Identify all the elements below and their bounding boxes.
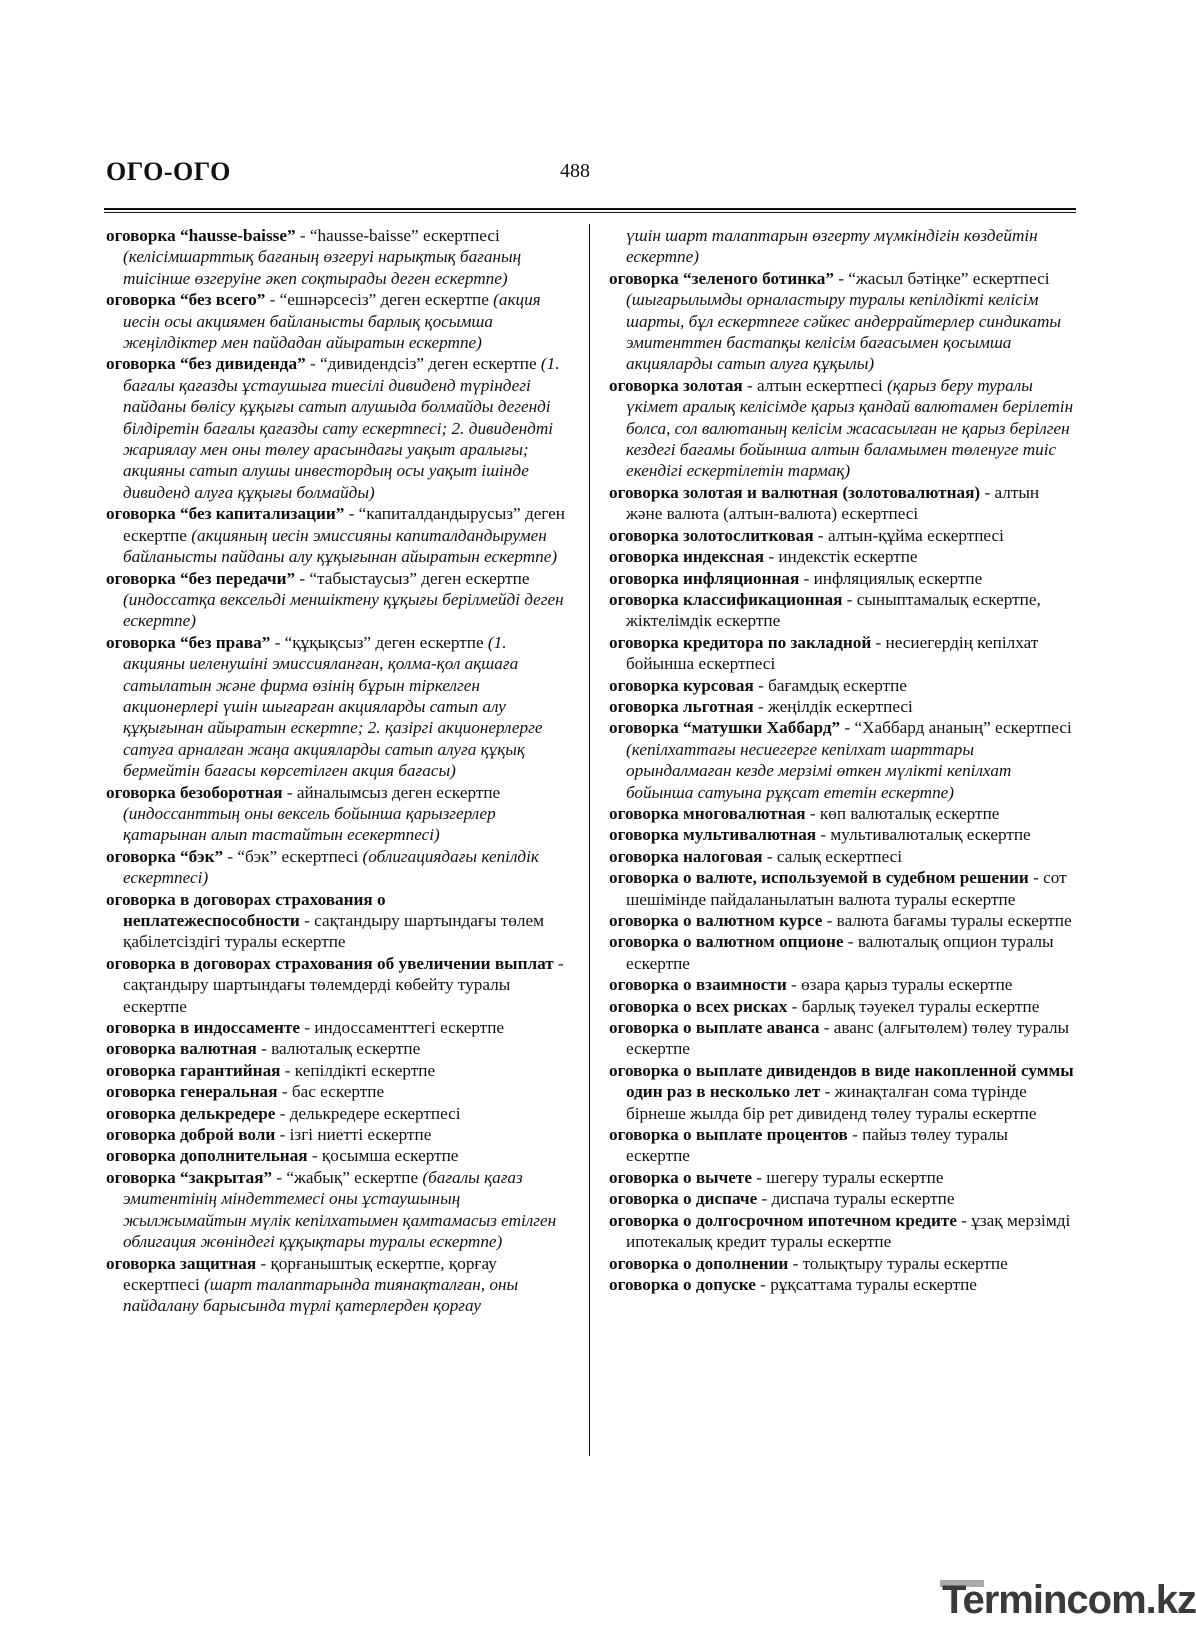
dictionary-entry [106,1103,566,1124]
entry-definition: - “табыстаусыз” деген ескертпе [295,568,530,588]
dictionary-entry [106,1038,566,1059]
dictionary-entry [609,1210,1074,1253]
dictionary-entry [609,482,1074,525]
dictionary-entry [609,717,1074,803]
dictionary-entry [106,846,566,889]
entry-definition: - валюталық опцион туралы ескертпе [626,932,1054,973]
left-column [106,225,566,1317]
entry-term: оговорка в договорах страхования о неплатежеспособности [106,889,386,930]
page-header-title: ОГО-ОГО [106,157,231,186]
entry-definition: - сақтандыру шартындағы төлем қабілетсіздігі туралы ескертпе [123,911,544,952]
entry-definition: - айналымсыз деген ескертпе [282,782,501,802]
entry-term: оговорка о взаимности [609,975,787,995]
dictionary-entry [106,953,566,1017]
dictionary-entry [609,225,1074,268]
entry-definition: - валюта бағамы туралы ескертпе [822,911,1072,930]
entry-definition: - сот шешімінде пайдаланылатын валюта туралы ескертпе [626,868,1067,909]
entry-term: оговорка “бэк” [106,846,224,866]
right-column [609,225,1074,1295]
entry-definition: - делькредере ескертпесі [275,1103,461,1123]
entry-term: оговорка индексная [609,547,765,567]
entry-definition: - несиегердің кепілхат бойынша ескертпесі [626,632,1039,674]
dictionary-entry [609,589,1074,632]
entry-term: оговорка о выплате дивидендов в виде накопленной суммы один раз в несколько лет [609,1060,1074,1102]
entry-term: оговорка о долгосрочном ипотечном кредите [609,1210,957,1230]
entry-note: (кепілхаттағы несиегерге кепілхат шарттары орындалмаған кезде мерзімі өткен мүлікті кепілхат бойынша сатуына рұқсат ететін ескертпе) [626,739,1012,802]
dictionary-entry [106,1081,566,1102]
logo-wordmark: Termincom.kz [942,1578,1196,1622]
entry-term: оговорка валютная [106,1039,257,1059]
entry-definition: - бас ескертпе [277,1082,385,1102]
entry-note: (облигациядағы кепілдік ескертпесі) [123,846,539,888]
entry-definition: - алтын-құйма ескертпесі [813,525,1004,545]
entry-term: оговорка о вычете [609,1167,752,1187]
entry-definition: - ұзақ мерзімді ипотекалық кредит туралы ескертпе [626,1210,1071,1252]
entry-note: (келісімшарттық бағаның өзгеруі нарықтық бағаның тиісінше өзгеруіне әкеп соқтырады деген ескертпе) [123,247,522,288]
entry-definition: - “бэк” ескертпесі [223,846,363,866]
dictionary-entry [106,568,566,632]
dictionary-entry [106,889,566,953]
dictionary-entry [106,1253,566,1317]
entry-definition: - индекстік ескертпе [764,547,918,567]
dictionary-entry [609,1017,1074,1060]
entry-term: оговорка делькредере [106,1103,276,1123]
dictionary-entry [609,696,1074,717]
dictionary-entry [106,782,566,846]
entry-term: оговорка о всех рисках [609,996,788,1016]
entry-note: (индоссатқа вексельді меншіктену құқығы берілмейді деген ескертпе) [123,589,564,631]
dictionary-entry [609,568,1074,589]
dictionary-entry [609,632,1074,675]
entry-term: оговорка о выплате аванса [609,1018,820,1038]
dictionary-entry [609,824,1074,845]
entry-definition: - рұқсаттама туралы ескертпе [755,1274,977,1294]
entry-term: оговорка многовалютная [609,803,806,823]
entry-definition: - “Хаббард ананың” ескертпесі [840,718,1072,738]
entry-term: оговорка о выплате процентов [609,1125,848,1145]
entry-term: оговорка в договорах страхования об увеличении выплат [106,953,554,973]
entry-definition: - “жасыл бәтіңке” ескертпесі [833,268,1050,288]
entry-definition: - шегеру туралы ескертпе [751,1167,944,1187]
entry-term: оговорка доброй воли [106,1125,276,1145]
entry-term: оговорка “без дивиденда” [106,354,306,374]
dictionary-entry [106,225,566,289]
entry-term: оговорка защитная [106,1253,257,1273]
dictionary-entry [609,375,1074,482]
dictionary-entry [609,974,1074,995]
entry-definition: - кепілдікті ескертпе [280,1060,436,1080]
entry-note: (акция иесін осы акциямен байланысты барлық қосымша жеңілдіктер мен пайдадан айыратын ескертпе) [123,290,541,353]
entry-term: оговорка “без передачи” [106,568,296,588]
dictionary-entry [609,525,1074,546]
entry-note: (акцияның иесін эмиссияны капиталдандырумен байланысты пайданы алу құқығынан айыратын ескертпе) [123,525,558,567]
entry-term: оговорка “без капитализации” [106,504,345,524]
entry-definition: - инфляциялық ескертпе [799,568,983,588]
entry-term: оговорка в индоссаменте [106,1018,301,1038]
entry-term: оговорка льготная [609,696,754,716]
entry-note: үшін шарт талаптарын өзгерту мүмкіндігін көздейтін ескертпе) [626,226,1038,267]
entry-note: (шарт талаптарында тиянақталған, оны пайдалану барысында түрлі қатерлерден қорғау [123,1274,519,1316]
entry-definition: - мультивалюталық ескертпе [816,825,1031,845]
dictionary-entry [609,546,1074,567]
page-number: 488 [560,160,590,182]
entry-term: оговорка о валютном опционе [609,932,844,952]
entry-definition: - қорғаныштық ескертпе, қорғау ескертпесі [123,1253,497,1294]
entry-definition: - жеңілдік ескертпесі [753,696,913,716]
entry-note: (шығарылымды орналастыру туралы кепілдікті келісім шарты, бұл ескертпеге сәйкес андеррайтерлер синдикаты эмитенттен бастапқы келісім бағасымен қосымша акцияларды сатып алуға құқылы) [626,290,1062,374]
entry-term: оговорка о диспаче [609,1189,758,1209]
entry-definition: - ізгі ниетті ескертпе [275,1125,432,1145]
entry-term: оговорка золотая [609,375,743,395]
entry-term: оговорка “зеленого ботинка” [609,268,834,288]
entry-definition: - толықтыру туралы ескертпе [788,1253,1008,1273]
entry-definition: - көп валюталық ескертпе [805,803,1000,823]
entry-definition: - бағамдық ескертпе [753,675,907,695]
dictionary-entry [609,996,1074,1017]
dictionary-entry [106,1167,566,1253]
entry-term: оговорка генеральная [106,1082,278,1102]
dictionary-entry [609,1188,1074,1209]
dictionary-entry [609,675,1074,696]
dictionary-entry [106,503,566,567]
entry-term: оговорка кредитора по закладной [609,632,872,652]
entry-term: оговорка безоборотная [106,782,283,802]
entry-term: оговорка инфляционная [609,568,800,588]
dictionary-entry [609,867,1074,910]
column-divider [589,224,590,1456]
dictionary-entry [106,353,566,503]
dictionary-entry [609,846,1074,867]
entry-term: оговорка “матушки Хаббард” [609,718,841,738]
entry-term: оговорка о допуске [609,1274,756,1294]
entry-definition: - жинақталған сома түрінде бірнеше жылда бір рет дивиденд төлеу туралы ескертпе [626,1082,1037,1123]
entry-note: (қарыз беру туралы үкімет аралық келісімде қарыз қандай валютамен берілетін болса, сол валютаның келісім жасасылған не қарыз берілген кездегі бағамы бойынша алтын баламымен төленуге тиіс екендігі ескертілетін тармақ) [626,375,1074,481]
entry-definition: - индоссаменттегі ескертпе [300,1018,505,1038]
header-rule-thick [104,208,1076,210]
entry-definition: - диспача туралы ескертпе [757,1189,955,1209]
dictionary-entry [106,632,566,782]
entry-term: оговорка золотослитковая [609,525,814,545]
entry-term: оговорка “закрытая” [106,1167,273,1187]
header-rule-thin [104,212,1076,213]
entry-definition: - өзара қарыз туралы ескертпе [786,975,1013,995]
entry-term: оговорка о дополнении [609,1253,789,1273]
entry-term: оговорка “без всего” [106,290,266,310]
entry-definition: - “капиталдандырусыз” деген ескертпе [123,504,565,545]
dictionary-entry [106,1017,566,1038]
dictionary-entry [106,289,566,353]
termincom-logo [940,1576,1196,1624]
entry-note: (бағалы қағаз эмитентінің міндеттемесі оны ұстаушының жылжымайтын мүлік кепілхатымен қамтамасыз етілген облигация жөніндегі құқықтары туралы ескертпе) [123,1167,557,1252]
entry-term: оговорка о валюте, используемой в судебном решении [609,868,1029,888]
entry-definition: - аванс (алғытөлем) төлеу туралы ескертпе [626,1018,1070,1059]
entry-definition: - қосымша ескертпе [307,1146,459,1166]
entry-definition: - “жабық” ескертпе [272,1167,423,1187]
entry-definition: - барлық тәуекел туралы ескертпе [787,996,1040,1016]
entry-term: оговорка классификационная [609,589,843,609]
entry-term: оговорка гарантийная [106,1060,281,1080]
entry-note: (1. акцияны иеленушіні эмиссияланған, қолма-қол ақшаға сатылатын және фирма өзінің бұрын тіркелген акционерлері үшін шығарған акцияларды сатып алу құқығынан айыратын ескертпе; 2. қазіргі акционерлерге сатуға арналған жаңа акцияларды сатып алуға құқық бермейтін бағасы көрсетілген акция бағасы) [123,632,543,781]
entry-definition: - сыныптамалық ескертпе, жіктелімдік ескертпе [626,589,1041,631]
entry-definition: - “hausse-baisse” ескертпесі [295,226,500,245]
dictionary-entry [609,1253,1074,1274]
entry-definition: - алтын ескертпесі [742,375,888,395]
entry-definition: - салық ескертпесі [762,846,903,866]
dictionary-entry [609,268,1074,375]
entry-term: оговорка о валютном курсе [609,911,823,930]
entry-definition: - алтын және валюта (алтын-валюта) ескертпесі [626,482,1040,524]
dictionary-entry [106,1124,566,1145]
dictionary-entry [609,1274,1074,1295]
entry-definition: - сақтандыру шартындағы төлемдерді көбейту туралы ескертпе [123,953,564,1016]
entry-term: оговорка мультивалютная [609,825,817,845]
entry-term: оговорка “hausse-baisse” [106,226,296,245]
dictionary-entry [609,931,1074,974]
dictionary-entry [609,910,1074,931]
dictionary-entry [106,1060,566,1081]
dictionary-entry [609,803,1074,824]
entry-definition: - пайыз төлеу туралы ескертпе [626,1125,1008,1166]
entry-definition: - “ешнәрсесіз” деген ескертпе [265,290,494,310]
entry-term: оговорка дополнительная [106,1146,308,1166]
entry-term: оговорка налоговая [609,846,763,866]
dictionary-entry [609,1060,1074,1124]
dictionary-entry [106,1145,566,1166]
entry-definition: - “дивидендсіз” деген ескертпе [305,354,541,374]
entry-definition: - “құқықсыз” деген ескертпе [270,632,488,652]
dictionary-entry [609,1167,1074,1188]
entry-term: оговорка “без права” [106,632,271,652]
dictionary-entry [609,1124,1074,1167]
entry-term: оговорка золотая и валютная (золотовалютная) [609,482,981,502]
entry-term: оговорка курсовая [609,675,754,695]
entry-definition: - валюталық ескертпе [256,1039,421,1059]
entry-note: (индоссанттың оны вексель бойынша қарызгерлер қатарынан алып тастайтын есекертпесі) [123,803,496,845]
entry-note: (1. бағалы қағазды ұстаушыға тиесілі дивиденд түріндегі пайданы бөлісу құқығы сатып алушыда болмайды дегенді білдіретін бағалы қағазды сату ескертпесі; 2. дивидендті жариялау мен оны төлеу арасындағы уақыт аралығы; акцияны сатып алушы инвестордың осы уақыт ішінде дивиденд алуға құқығы болмайды) [123,354,560,502]
